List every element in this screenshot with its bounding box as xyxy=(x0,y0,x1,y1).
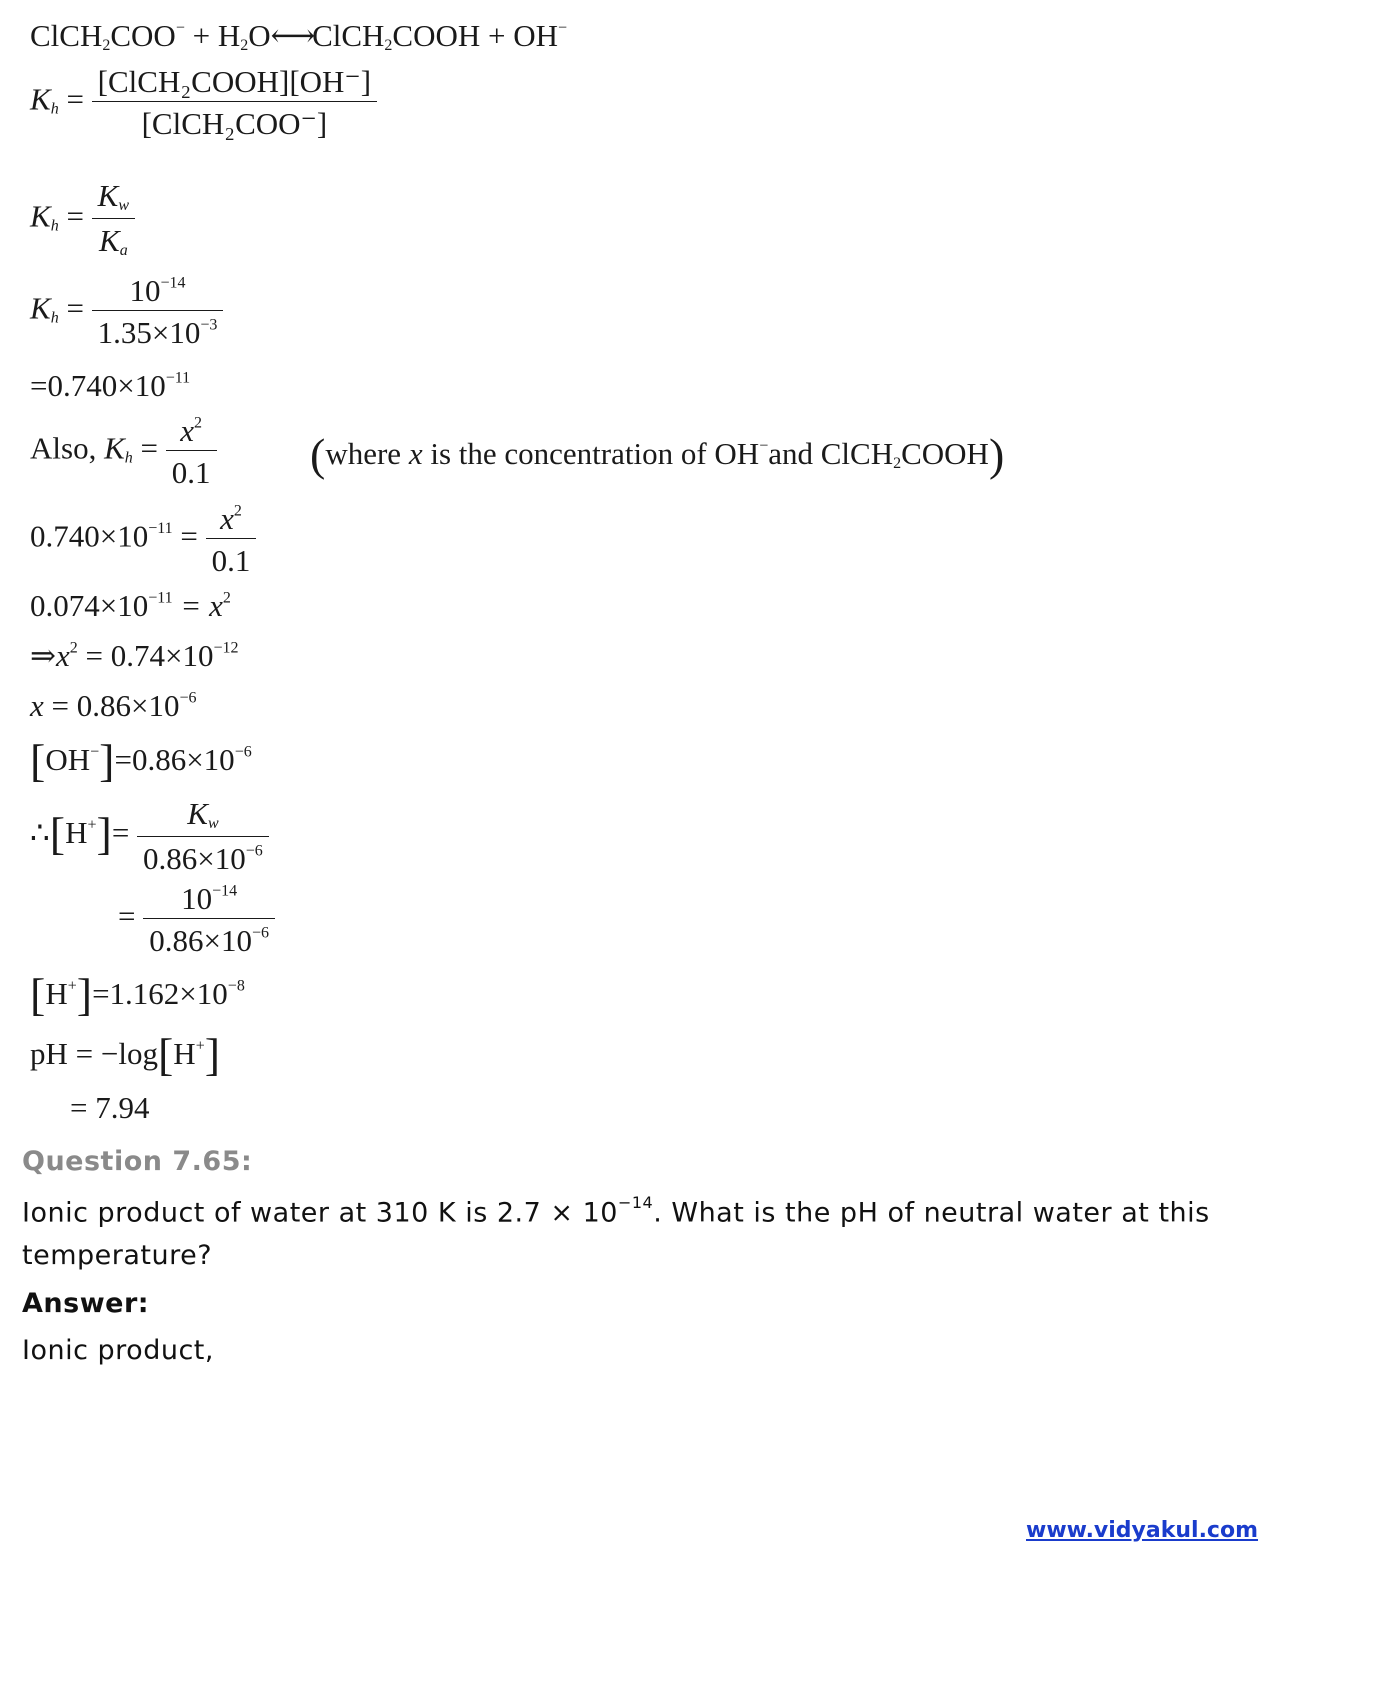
step-1: $0.740\times 10^{-11}$ = $\frac{x^2}{0.1}$ xyxy=(30,503,256,576)
equilibrium-arrow-icon: ⟷ xyxy=(270,18,313,53)
kh-definition-fraction: $\frac{\text{[ClCH₂COOH][OH⁻]}}{\text{[ClCH₂COO⁻]}}$ xyxy=(92,66,377,139)
kh-ratio: $K_h$ = $\frac{K_w}{K_a}$ xyxy=(30,180,135,259)
step-2: $0.074\times 10^{-11} = x^2$ xyxy=(30,588,231,623)
therefore-icon: ∴ xyxy=(30,815,50,851)
kh-result: $=0.740\times 10^{-11}$ xyxy=(30,368,191,403)
step-10: = 7.94 xyxy=(70,1090,150,1125)
step-3: $\Rightarrow x^2 = 0.74\times 10^{-12}$ xyxy=(30,638,239,673)
answer-text: Ionic product, xyxy=(22,1335,214,1366)
step-5: $[OH^-]=0.86\times 10^{-6}$ xyxy=(30,735,252,786)
vidyakul-link[interactable]: www.vidyakul.com xyxy=(1026,1518,1259,1543)
reaction-equation: ClCH$_2$COO− + $H_2O⟷ClCH_2COOH + OH^-$ xyxy=(30,18,568,54)
where-note: (where x is the concentration of OH−and ClCH$_2$COOH) xyxy=(310,429,1005,480)
kh-values-fraction: $\frac{10^{-14}}{1.35\times 10^{-3}}$ xyxy=(92,275,224,348)
step-7: = $\frac{10^{-14}}{0.86\times 10^{-6}}$ xyxy=(118,883,275,956)
question-body-line2: temperature? xyxy=(22,1240,213,1271)
step-4: $x = 0.86\times 10^{-6}$ xyxy=(30,688,197,723)
step-7-fraction: $\frac{10^{-14}}{0.86\times 10^{-6}}$ xyxy=(143,883,275,956)
step-9: pH = −log[H+] xyxy=(30,1029,221,1080)
step-8: $[H^+]=1.162\times 10^{-8}$ xyxy=(30,969,245,1020)
also-equation: Also, $K_h$ = $\frac{x^2}{0.1}$ xyxy=(30,415,217,488)
step-6-fraction: $\frac{K_w}{0.86\times 10^{-6}}$ xyxy=(137,798,269,874)
also-fraction: $\frac{x^2}{0.1}$ xyxy=(166,415,217,488)
question-heading: Question 7.65: xyxy=(22,1146,253,1177)
implies-arrow-icon: ⇒ xyxy=(30,638,56,673)
kh-ratio-fraction: $\frac{K_w}{K_a}$ xyxy=(92,180,135,259)
question-body: Ionic product of water at 310 K is $2.7 \times 10^{-14}$. What is the pH of neutral water at this xyxy=(22,1193,1210,1229)
kh-definition: $K_h$ = $\frac{\text{[ClCH₂COOH][OH⁻]}}{\text{[ClCH₂COO⁻]}}$ xyxy=(30,66,377,139)
step-6: ∴[H+]= $\frac{K_w}{0.86\times 10^{-6}}$ xyxy=(30,798,269,874)
answer-label: Answer: xyxy=(22,1288,150,1319)
kh-values: $K_h$ = $\frac{10^{-14}}{1.35\times 10^{-3}}$ xyxy=(30,275,223,348)
step-1-fraction: $\frac{x^2}{0.1}$ xyxy=(206,503,257,576)
